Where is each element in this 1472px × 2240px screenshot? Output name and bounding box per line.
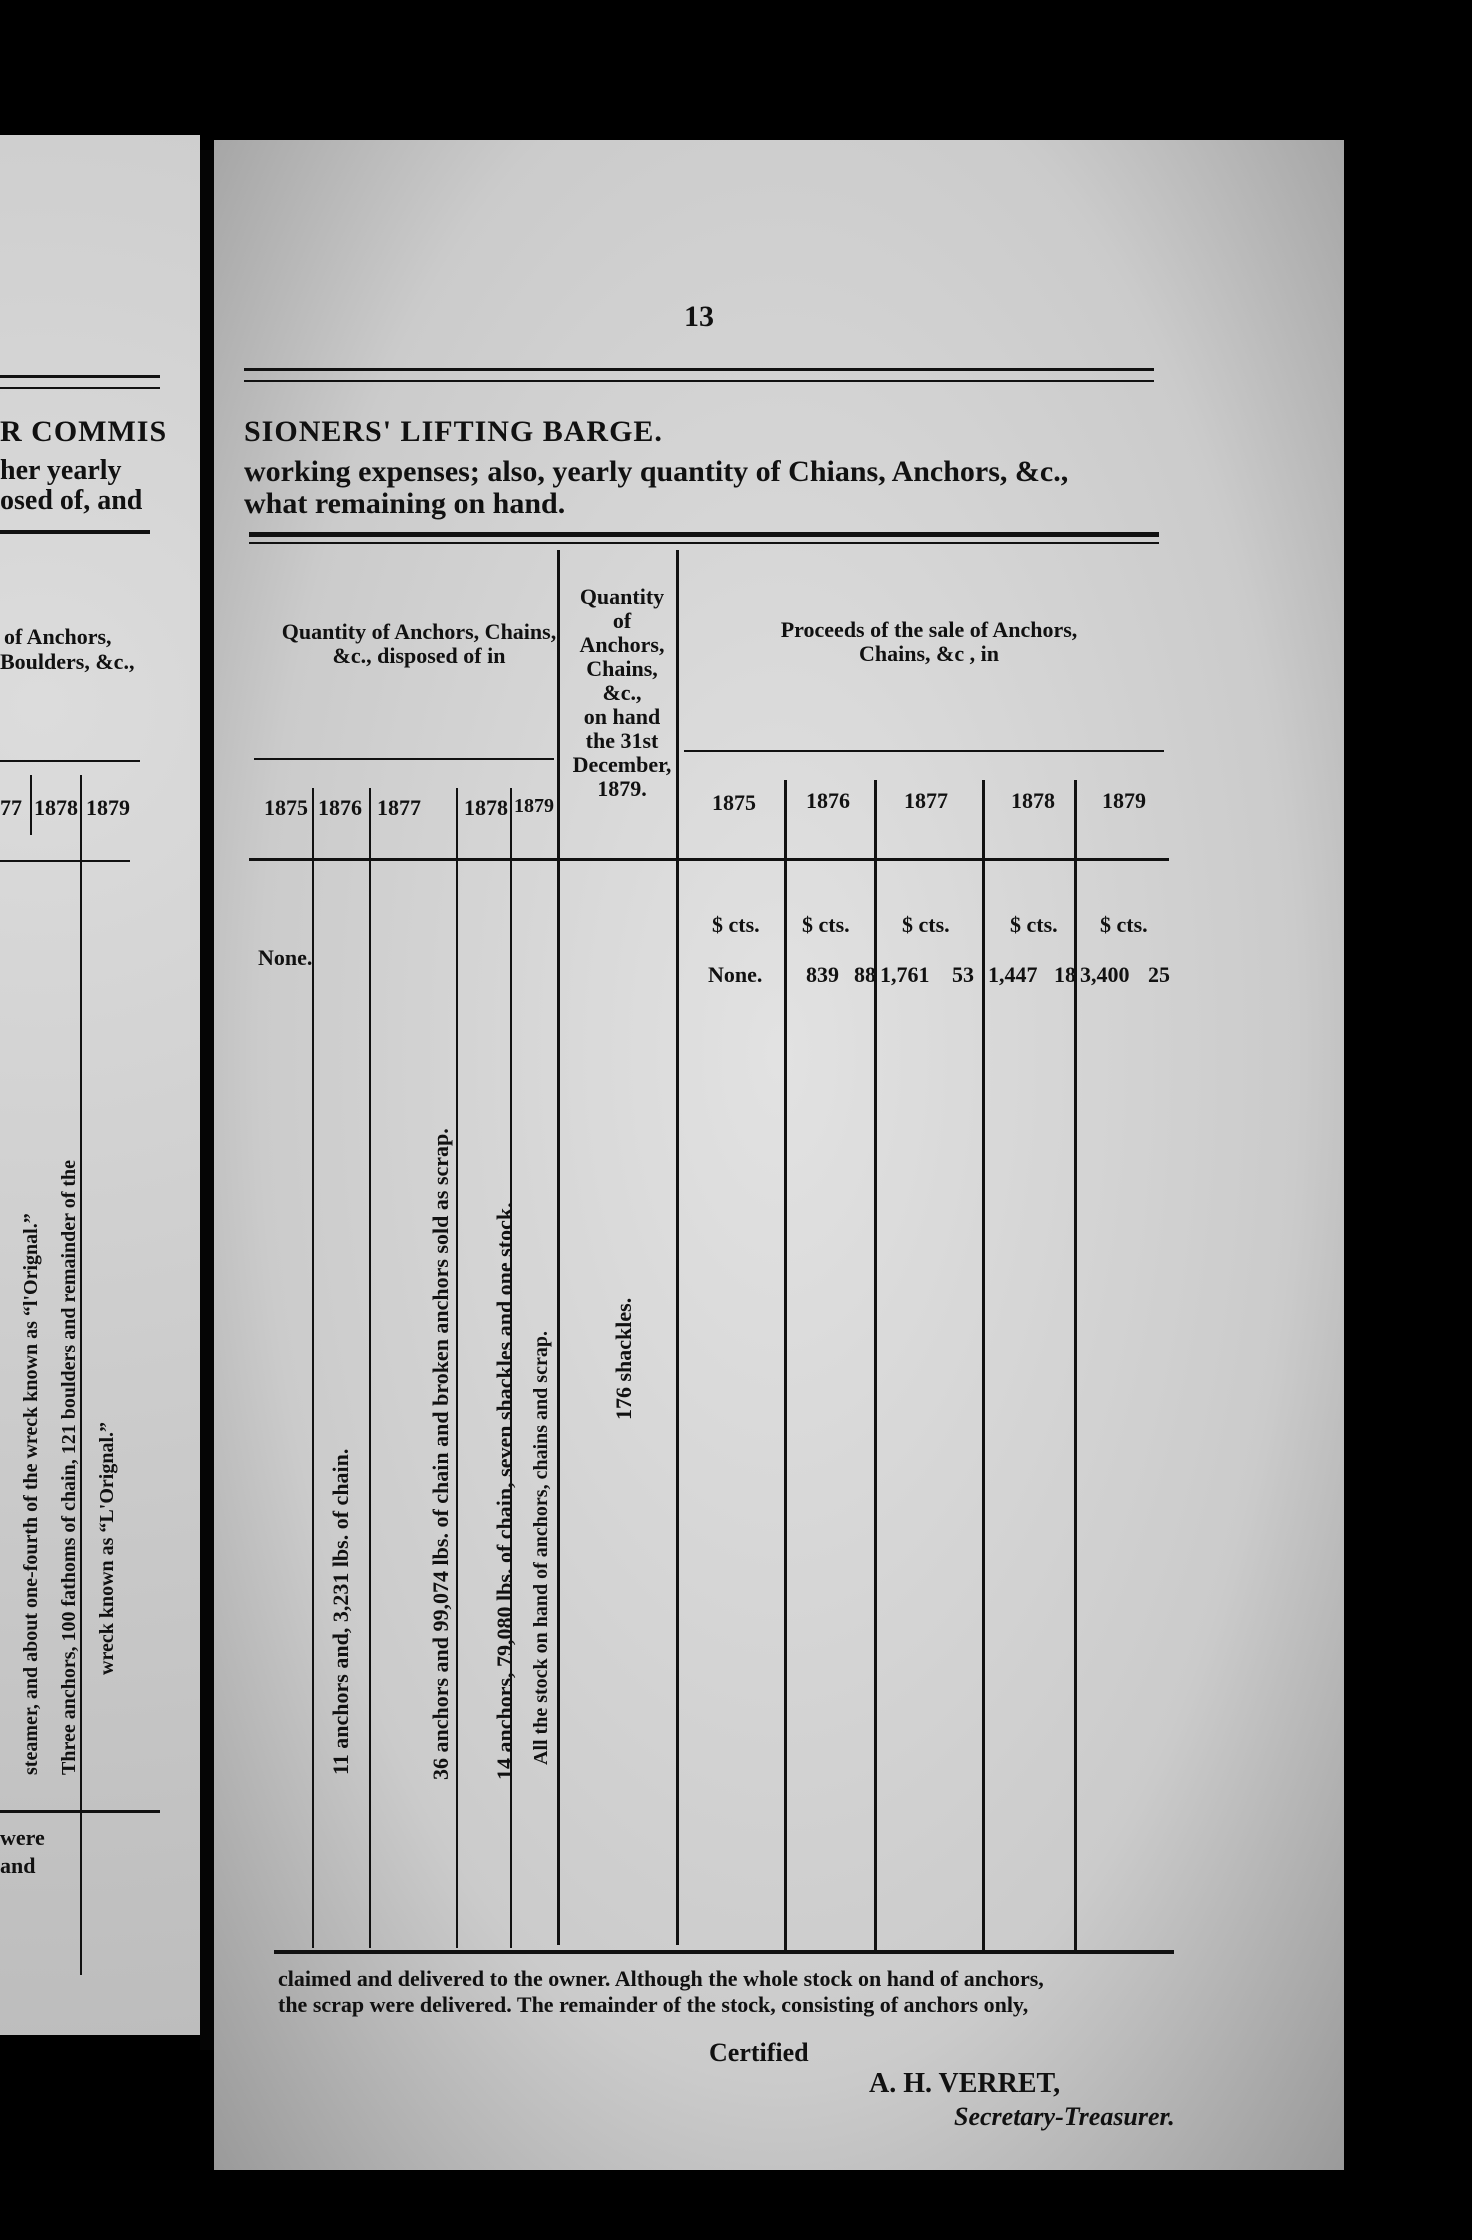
signatory-name: A. H. VERRET, [869, 2068, 1061, 2099]
rule [30, 775, 32, 835]
on-hand-head-line: December, [572, 752, 672, 777]
main-page [214, 140, 1344, 2170]
proceeds-1879-dollars: 3,400 [1080, 962, 1130, 987]
header-rule [249, 542, 1159, 544]
left-footer-line2: and [0, 1853, 36, 1878]
left-vertical-text-3: wreck known as “L'Orignal.” [96, 1422, 118, 1675]
top-rule [244, 380, 1154, 382]
footer-line2: the scrap were delivered. The remainder of the stock, consisting of anchors only, [278, 1992, 1029, 2017]
disposed-year-1875: 1875 [264, 795, 308, 820]
col-head-disposed [254, 620, 584, 668]
column-divider [676, 550, 679, 1945]
on-hand-head-line: &c., [602, 680, 642, 705]
proceeds-year-1877: 1877 [904, 788, 948, 813]
left-year-1879: 1879 [86, 795, 130, 820]
proceeds-1879-cents: 25 [1148, 962, 1170, 987]
column-divider [1074, 780, 1077, 1950]
left-vertical-text-2: Three anchors, 100 fathoms of chain, 121 boulders and remainder of the [58, 1159, 80, 1775]
on-hand-head-line: 1879. [597, 776, 647, 801]
left-facing-page [0, 135, 200, 2035]
proceeds-year-1876: 1876 [806, 788, 850, 813]
column-divider [557, 550, 560, 1945]
proceeds-1876-cents: 88 [854, 962, 876, 987]
left-col-head-line2: Boulders, &c., [0, 649, 135, 674]
left-year-77: 77 [0, 795, 22, 820]
column-divider [369, 788, 371, 1948]
disposed-1878-value: 14 anchors, 79,080 lbs. of chain, seven shackles and one stock. [492, 1202, 517, 1780]
left-vertical-text-1: steamer, and about one-fourth of the wreck known as “l'Orignal.” [20, 1213, 42, 1775]
subheading-line1: working expenses; also, yearly quantity of Chians, Anchors, &c., [244, 455, 1069, 488]
on-hand-value: 176 shackles. [611, 1297, 636, 1420]
proceeds-1878-dollars: 1,447 [988, 962, 1038, 987]
proceeds-1877-cents: 53 [952, 962, 974, 987]
proceeds-year-1875: 1875 [712, 790, 756, 815]
column-divider [874, 780, 877, 1950]
proceeds-1877-dollars: 1,761 [880, 962, 930, 987]
left-sub-line2: osed of, and [0, 485, 143, 516]
column-divider [982, 780, 985, 1950]
currency-header-1875: $ cts. [712, 912, 760, 937]
certified-label: Certified [709, 2038, 809, 2067]
left-heading-fragment: R COMMIS [0, 415, 168, 448]
proceeds-year-1878: 1878 [1011, 788, 1055, 813]
col-head-disposed-line1: Quantity of Anchors, Chains, [281, 619, 557, 644]
footer-line1: claimed and delivered to the owner. Although the whole stock on hand of anchors, [278, 1966, 1044, 1991]
rule [0, 375, 160, 378]
disposed-1875-value: None. [258, 945, 313, 970]
disposed-1877-value: 36 anchors and 99,074 lbs. of chain and broken anchors sold as scrap. [428, 1128, 453, 1780]
rule [0, 760, 140, 762]
page-number: 13 [684, 300, 714, 333]
subheading-line2: what remaining on hand. [244, 487, 566, 520]
signatory-title: Secretary-Treasurer. [954, 2102, 1175, 2131]
col-head-proceeds-line1: Proceeds of the sale of Anchors, [780, 617, 1078, 642]
rule [0, 530, 150, 534]
disposed-year-1878: 1878 [464, 795, 508, 820]
proceeds-1875-dollars: None. [708, 962, 763, 987]
year-row-rule [249, 858, 1169, 861]
left-year-1878: 1878 [34, 795, 78, 820]
rule [0, 860, 130, 862]
proceeds-1878-cents: 18 [1054, 962, 1076, 987]
currency-header-1878: $ cts. [1010, 912, 1058, 937]
disposed-year-1879: 1879 [514, 795, 554, 817]
subhead-rule [684, 750, 1164, 752]
disposed-year-1877: 1877 [377, 795, 421, 820]
column-divider [784, 780, 787, 1950]
top-rule [244, 368, 1154, 371]
proceeds-1876-dollars: 839 [806, 962, 839, 987]
subhead-rule [254, 758, 554, 760]
col-head-proceeds [694, 618, 1164, 666]
col-head-on-hand [564, 585, 680, 801]
table-bottom-rule [274, 1950, 1174, 1954]
currency-header-1876: $ cts. [802, 912, 850, 937]
page-gutter [200, 150, 214, 2050]
on-hand-head-line: Chains, [586, 656, 658, 681]
disposed-1876-value: 11 anchors and, 3,231 lbs. of chain. [328, 1448, 353, 1775]
on-hand-head-line: Quantity [579, 584, 665, 609]
col-head-disposed-line2: &c., disposed of in [332, 643, 506, 668]
disposed-1879-value: All the stock on hand of anchors, chains and scrap. [530, 1331, 552, 1765]
currency-header-1879: $ cts. [1100, 912, 1148, 937]
rule [0, 387, 160, 389]
left-sub-line1: her yearly [0, 455, 122, 486]
on-hand-head-line: the 31st [585, 728, 659, 753]
column-divider [456, 788, 458, 1948]
on-hand-head-line: Anchors, [579, 632, 665, 657]
proceeds-year-1879: 1879 [1102, 788, 1146, 813]
on-hand-head-line: on hand [583, 704, 661, 729]
rule [0, 1810, 160, 1813]
section-heading: SIONERS' LIFTING BARGE. [244, 415, 663, 448]
disposed-year-1876: 1876 [318, 795, 362, 820]
left-footer-line1: were [0, 1825, 45, 1850]
currency-header-1877: $ cts. [902, 912, 950, 937]
col-head-proceeds-line2: Chains, &c , in [859, 641, 999, 666]
on-hand-head-line: of [612, 608, 632, 633]
left-col-head-line1: of Anchors, [4, 624, 112, 649]
header-rule [249, 532, 1159, 537]
